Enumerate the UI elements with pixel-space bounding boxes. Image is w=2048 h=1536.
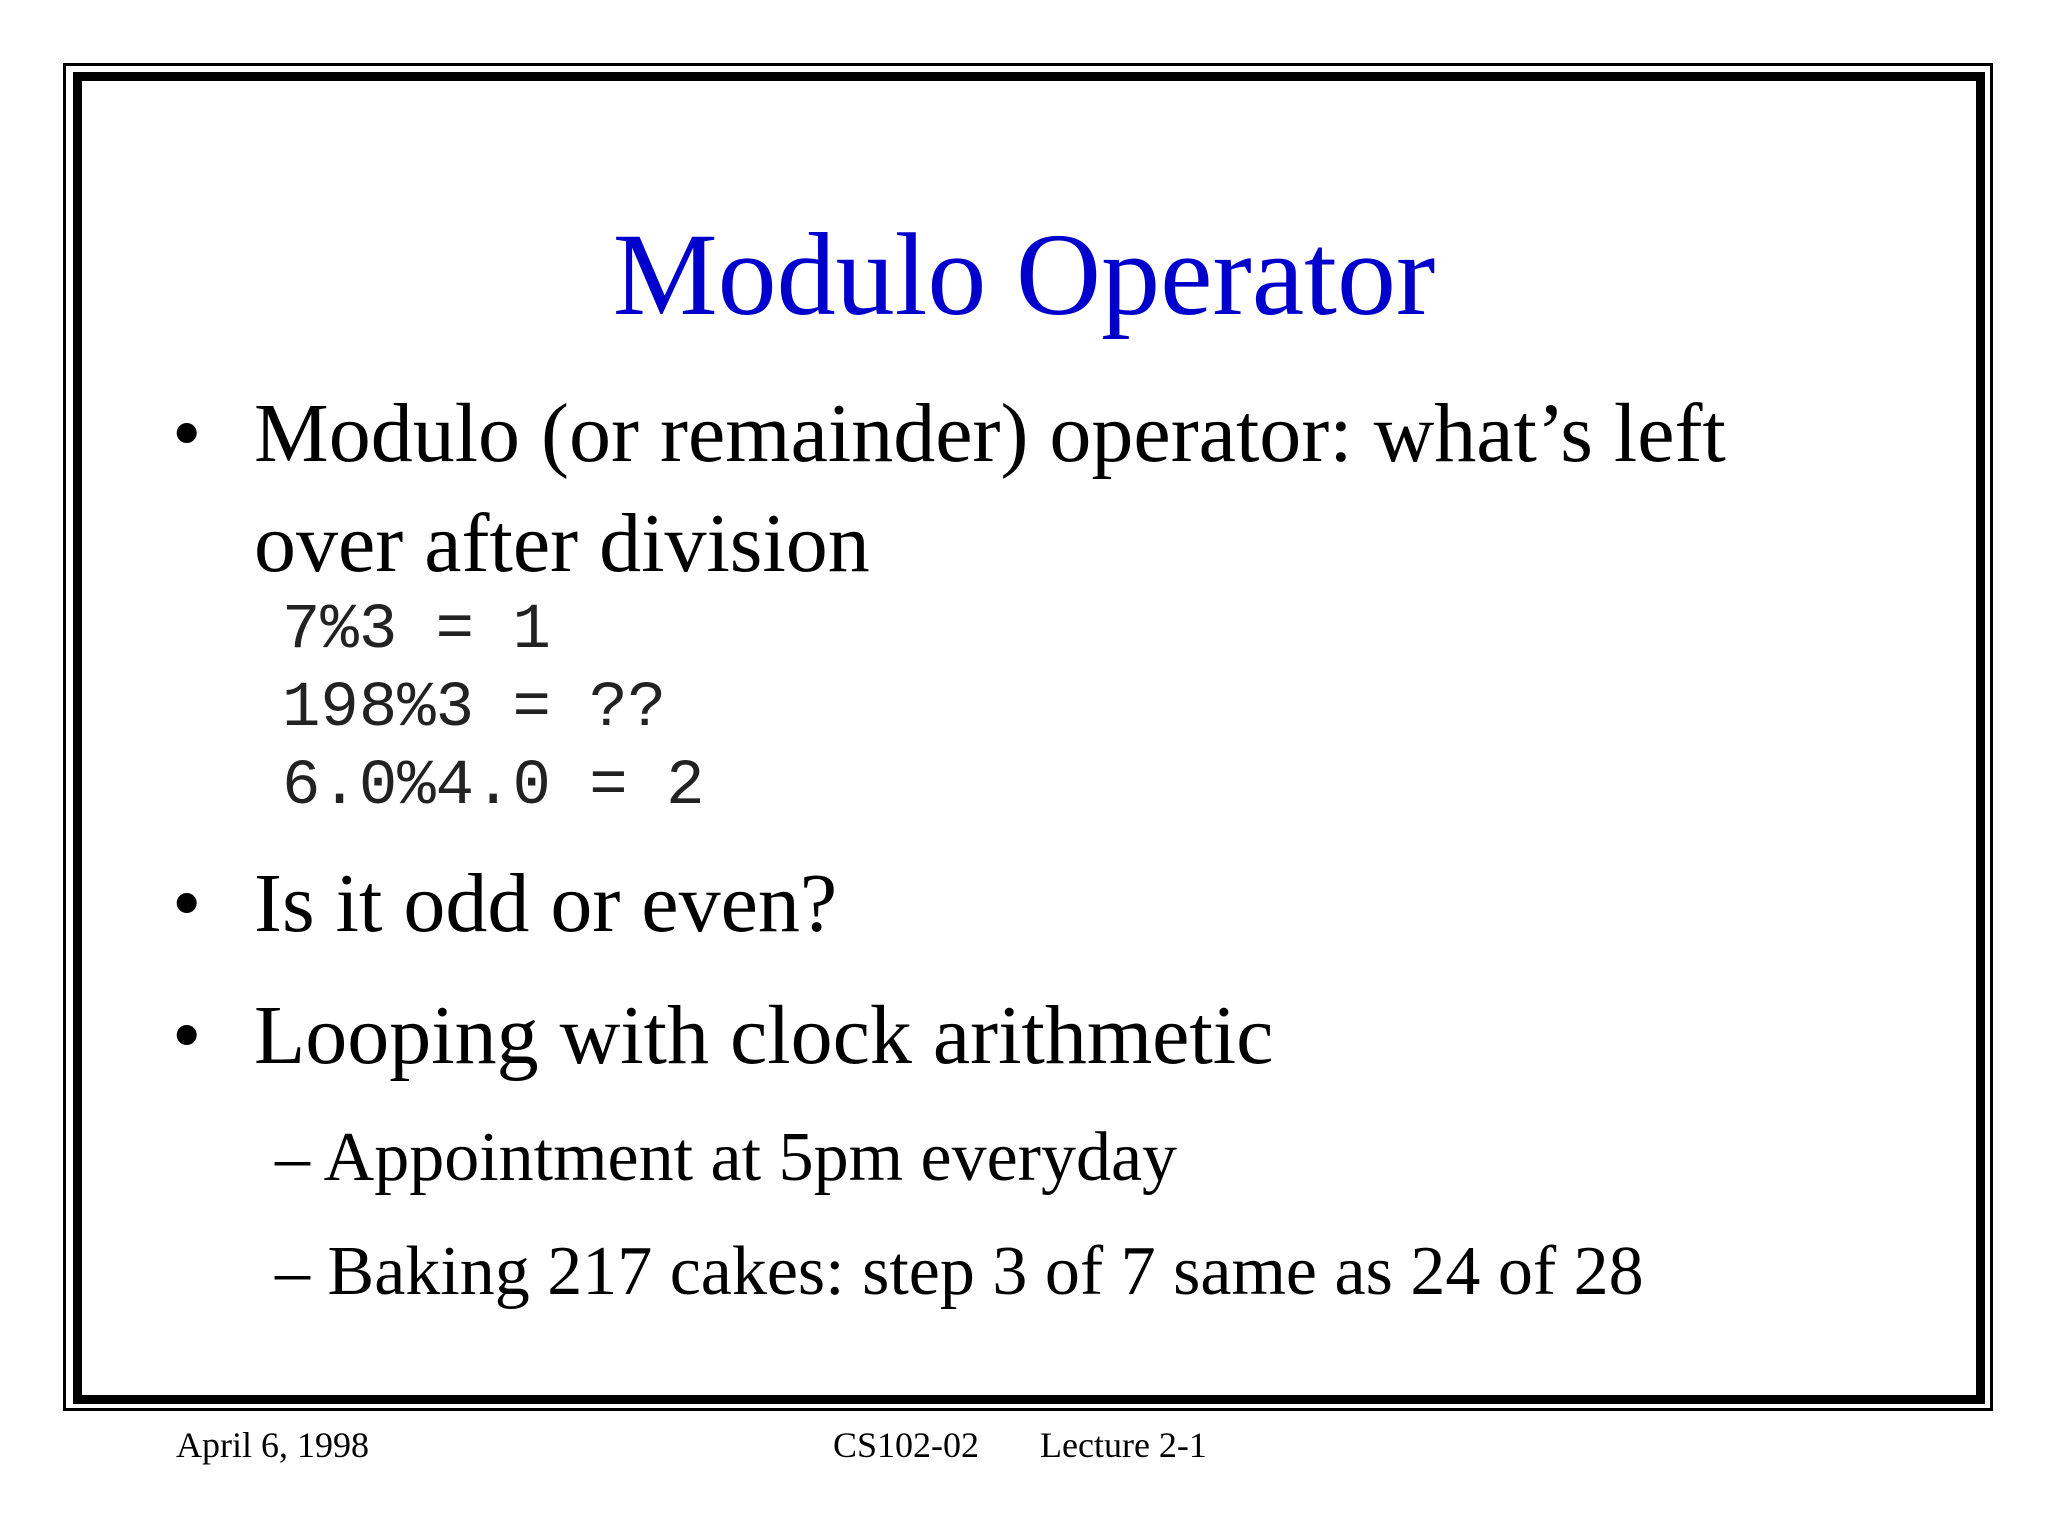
sub-bullet-2: – Baking 217 cakes: step 3 of 7 same as 24 of 28 [275, 1233, 1644, 1310]
bullet-3-text: Looping with clock arithmetic [254, 989, 1274, 1082]
bullet-marker: • [172, 387, 202, 480]
bullet-1-line-1: Modulo (or remainder) operator: what’s left [254, 387, 1726, 480]
bullet-marker: • [172, 857, 202, 950]
code-line-2: 198%3 = ?? [282, 673, 667, 745]
footer-lecture: Lecture 2-1 [1040, 1425, 1207, 1465]
bullet-marker: • [172, 989, 202, 1082]
code-line-1: 7%3 = 1 [282, 595, 551, 667]
bullet-1-line-2: over after division [254, 497, 870, 590]
bullet-2-text: Is it odd or even? [254, 857, 838, 950]
footer-course: CS102-02 [833, 1425, 980, 1465]
footer-date: April 6, 1998 [176, 1425, 369, 1465]
sub-bullet-1: – Appointment at 5pm everyday [275, 1119, 1178, 1196]
slide-title: Modulo Operator [612, 209, 1436, 340]
code-line-3: 6.0%4.0 = 2 [282, 751, 705, 823]
